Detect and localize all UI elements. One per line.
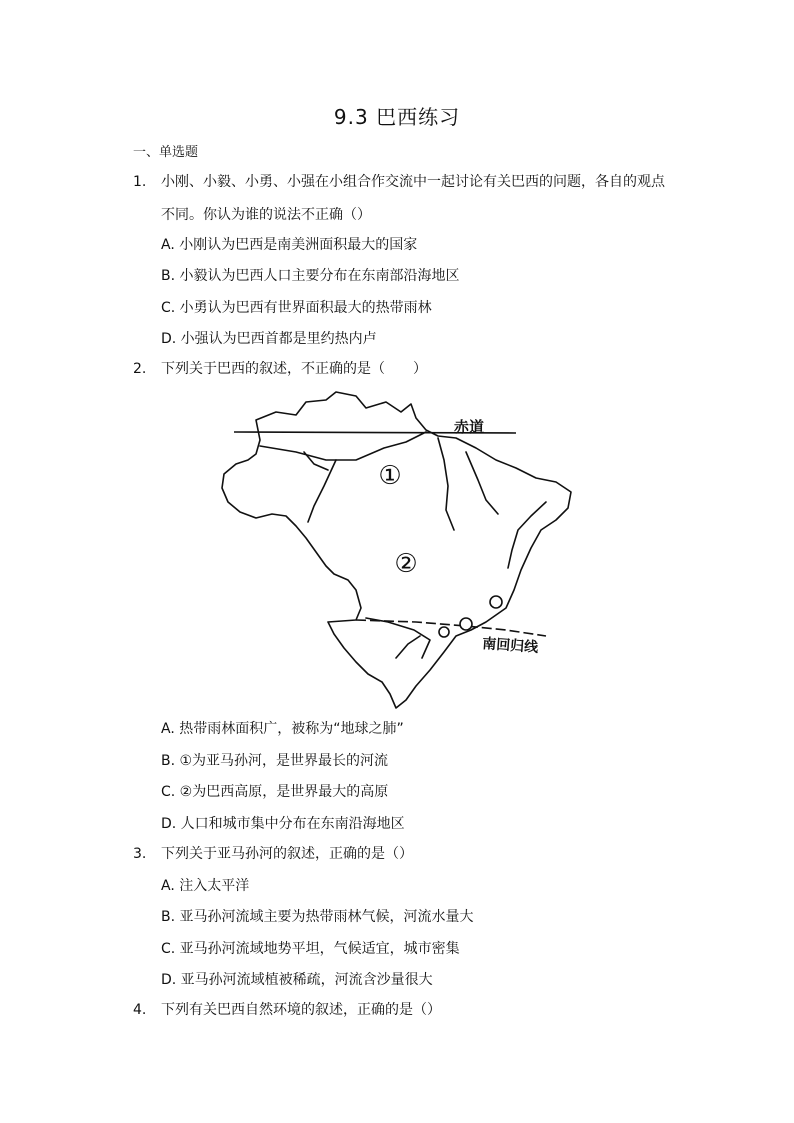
question-number: 2. xyxy=(133,361,147,377)
option-b: B. 小毅认为巴西人口主要分布在东南部沿海地区 xyxy=(161,268,460,284)
section-heading: 一、单选题 xyxy=(133,145,199,160)
question-stem: 小刚、小毅、小勇、小强在小组合作交流中一起讨论有关巴西的问题，各自的观点 xyxy=(161,174,665,190)
question-stem: 下列有关巴西自然环境的叙述，正确的是（） xyxy=(161,1002,441,1018)
option-b: B. ①为亚马孙河，是世界最长的河流 xyxy=(161,753,389,769)
tropic-line xyxy=(356,620,546,636)
option-b: B. 亚马孙河流域主要为热带雨林气候，河流水量大 xyxy=(161,909,474,925)
question-number: 1. xyxy=(133,174,147,190)
page-title: 9.3 巴西练习 xyxy=(333,105,461,129)
city-marker xyxy=(439,627,449,637)
marker-1: ① xyxy=(378,461,402,491)
option-d: D. 亚马孙河流域植被稀疏，河流含沙量很大 xyxy=(161,972,433,988)
question-stem: 下列关于巴西的叙述，不正确的是（ ） xyxy=(161,361,427,377)
brazil-map xyxy=(216,390,576,710)
tributary-tocantins xyxy=(438,438,454,530)
city-marker xyxy=(490,596,502,608)
question-number: 3. xyxy=(133,846,147,862)
option-c: C. 亚马孙河流域地势平坦，气候适宜，城市密集 xyxy=(161,941,460,957)
tributary-south xyxy=(308,460,336,522)
option-a: A. 注入太平洋 xyxy=(161,878,250,894)
option-c: C. 小勇认为巴西有世界面积最大的热带雨林 xyxy=(161,300,432,316)
question-stem: 下列关于亚马孙河的叙述，正确的是（） xyxy=(161,846,413,862)
option-a: A. 小刚认为巴西是南美洲面积最大的国家 xyxy=(161,237,418,253)
city-marker xyxy=(460,618,472,630)
question-stem-continued: 不同。你认为谁的说法不正确（） xyxy=(161,207,371,223)
tributary-east xyxy=(466,452,498,514)
parana-river xyxy=(366,618,430,658)
amazon-river xyxy=(260,432,426,460)
question-number: 4. xyxy=(133,1002,147,1018)
option-a: A. 热带雨林面积广，被称为“地球之肺” xyxy=(161,721,404,737)
option-d: D. 人口和城市集中分布在东南沿海地区 xyxy=(161,816,405,832)
southern-river xyxy=(396,636,420,658)
equator-label: 赤道 xyxy=(454,418,485,436)
marker-2: ② xyxy=(394,549,418,579)
option-c: C. ②为巴西高原，是世界最大的高原 xyxy=(161,784,389,800)
tropic-label: 南回归线 xyxy=(481,636,539,656)
option-d: D. 小强认为巴西首都是里约热内卢 xyxy=(161,331,377,347)
